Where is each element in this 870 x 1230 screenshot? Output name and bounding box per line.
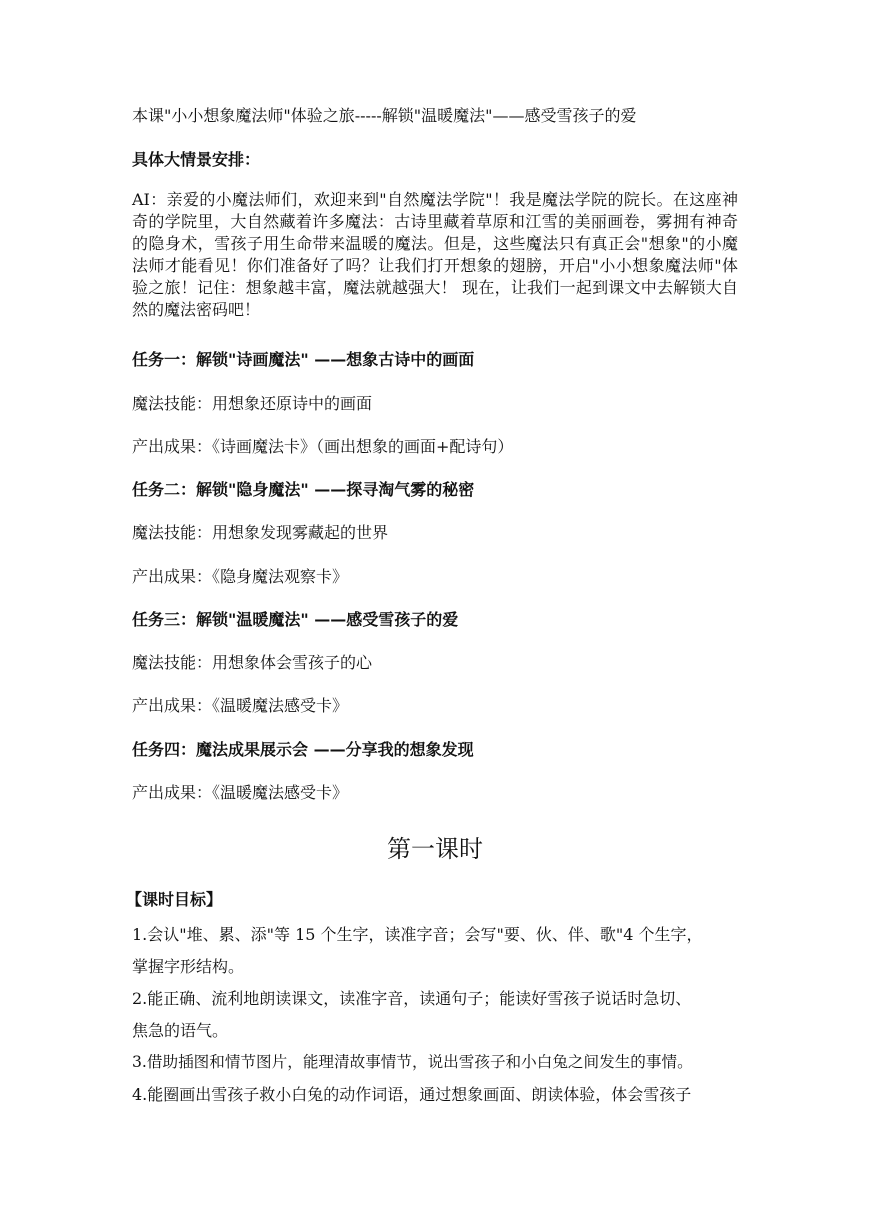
goals-heading: 【课时目标】 <box>126 890 223 909</box>
task-2-output: 产出成果：《隐身魔法观察卡》 <box>132 567 349 586</box>
goal-2-line-2: 焦急的语气。 <box>132 1021 229 1040</box>
task-1-title: 任务一：解锁"诗画魔法" ——想象古诗中的画面 <box>132 350 475 369</box>
goal-2-line-1: 2.能正确、流利地朗读课文，读准字音，读通句子；能读好雪孩子说话时急切、 <box>132 989 692 1008</box>
goal-4-line-1: 4.能圈画出雪孩子救小白兔的动作词语，通过想象画面、朗读体验，体会雪孩子 <box>132 1085 692 1104</box>
task-3-skill: 魔法技能：用想象体会雪孩子的心 <box>132 653 373 672</box>
goal-1-line-2: 掌握字形结构。 <box>132 957 245 976</box>
scenario-heading: 具体大情景安排： <box>132 150 261 169</box>
goal-1-line-1: 1.会认"堆、累、添"等 15 个生字，读准字音；会写"要、伙、伴、歌"4 个生字， <box>132 925 703 944</box>
task-4-output: 产出成果：《温暖魔法感受卡》 <box>132 783 349 802</box>
task-3-output: 产出成果：《温暖魔法感受卡》 <box>132 696 349 715</box>
task-3-title: 任务三：解锁"温暖魔法" ——感受雪孩子的爱 <box>132 610 459 629</box>
goal-3-line-1: 3.借助插图和情节图片，能理清故事情节，说出雪孩子和小白兔之间发生的事情。 <box>132 1053 693 1071</box>
task-2-skill: 魔法技能：用想象发现雾藏起的世界 <box>132 523 389 542</box>
task-4-title: 任务四：魔法成果展示会 ——分享我的想象发现 <box>132 740 474 759</box>
ai-intro-paragraph: AI：亲爱的小魔法师们，欢迎来到"自然魔法学院"！我是魔法学院的院长。在这座神奇的学院里，大自然藏着许多魔法：古诗里藏着草原和江雪的美丽画卷，雾拥有神奇的隐身术，雪孩子用生命带来温暖的魔法。但是，这些魔法只有真正会"想象"的小魔法师才能看见！你们准备好了吗？让我们打开想象的翅膀，开启"小小想象魔法师"体验之旅！记住：想象越丰富，魔法就越强大！ 现在，让我们一起到课文中去解锁大自然的魔法密码吧！ <box>132 190 738 319</box>
intro-headline: 本课"小小想象魔法师"体验之旅-----解锁"温暖魔法"——感受雪孩子的爱 <box>132 106 637 125</box>
lesson-title: 第一课时 <box>387 835 483 863</box>
task-1-output: 产出成果：《诗画魔法卡》（画出想象的画面+配诗句） <box>132 437 514 456</box>
task-1-skill: 魔法技能：用想象还原诗中的画面 <box>132 394 373 413</box>
task-2-title: 任务二：解锁"隐身魔法" ——探寻淘气雾的秘密 <box>132 480 475 499</box>
